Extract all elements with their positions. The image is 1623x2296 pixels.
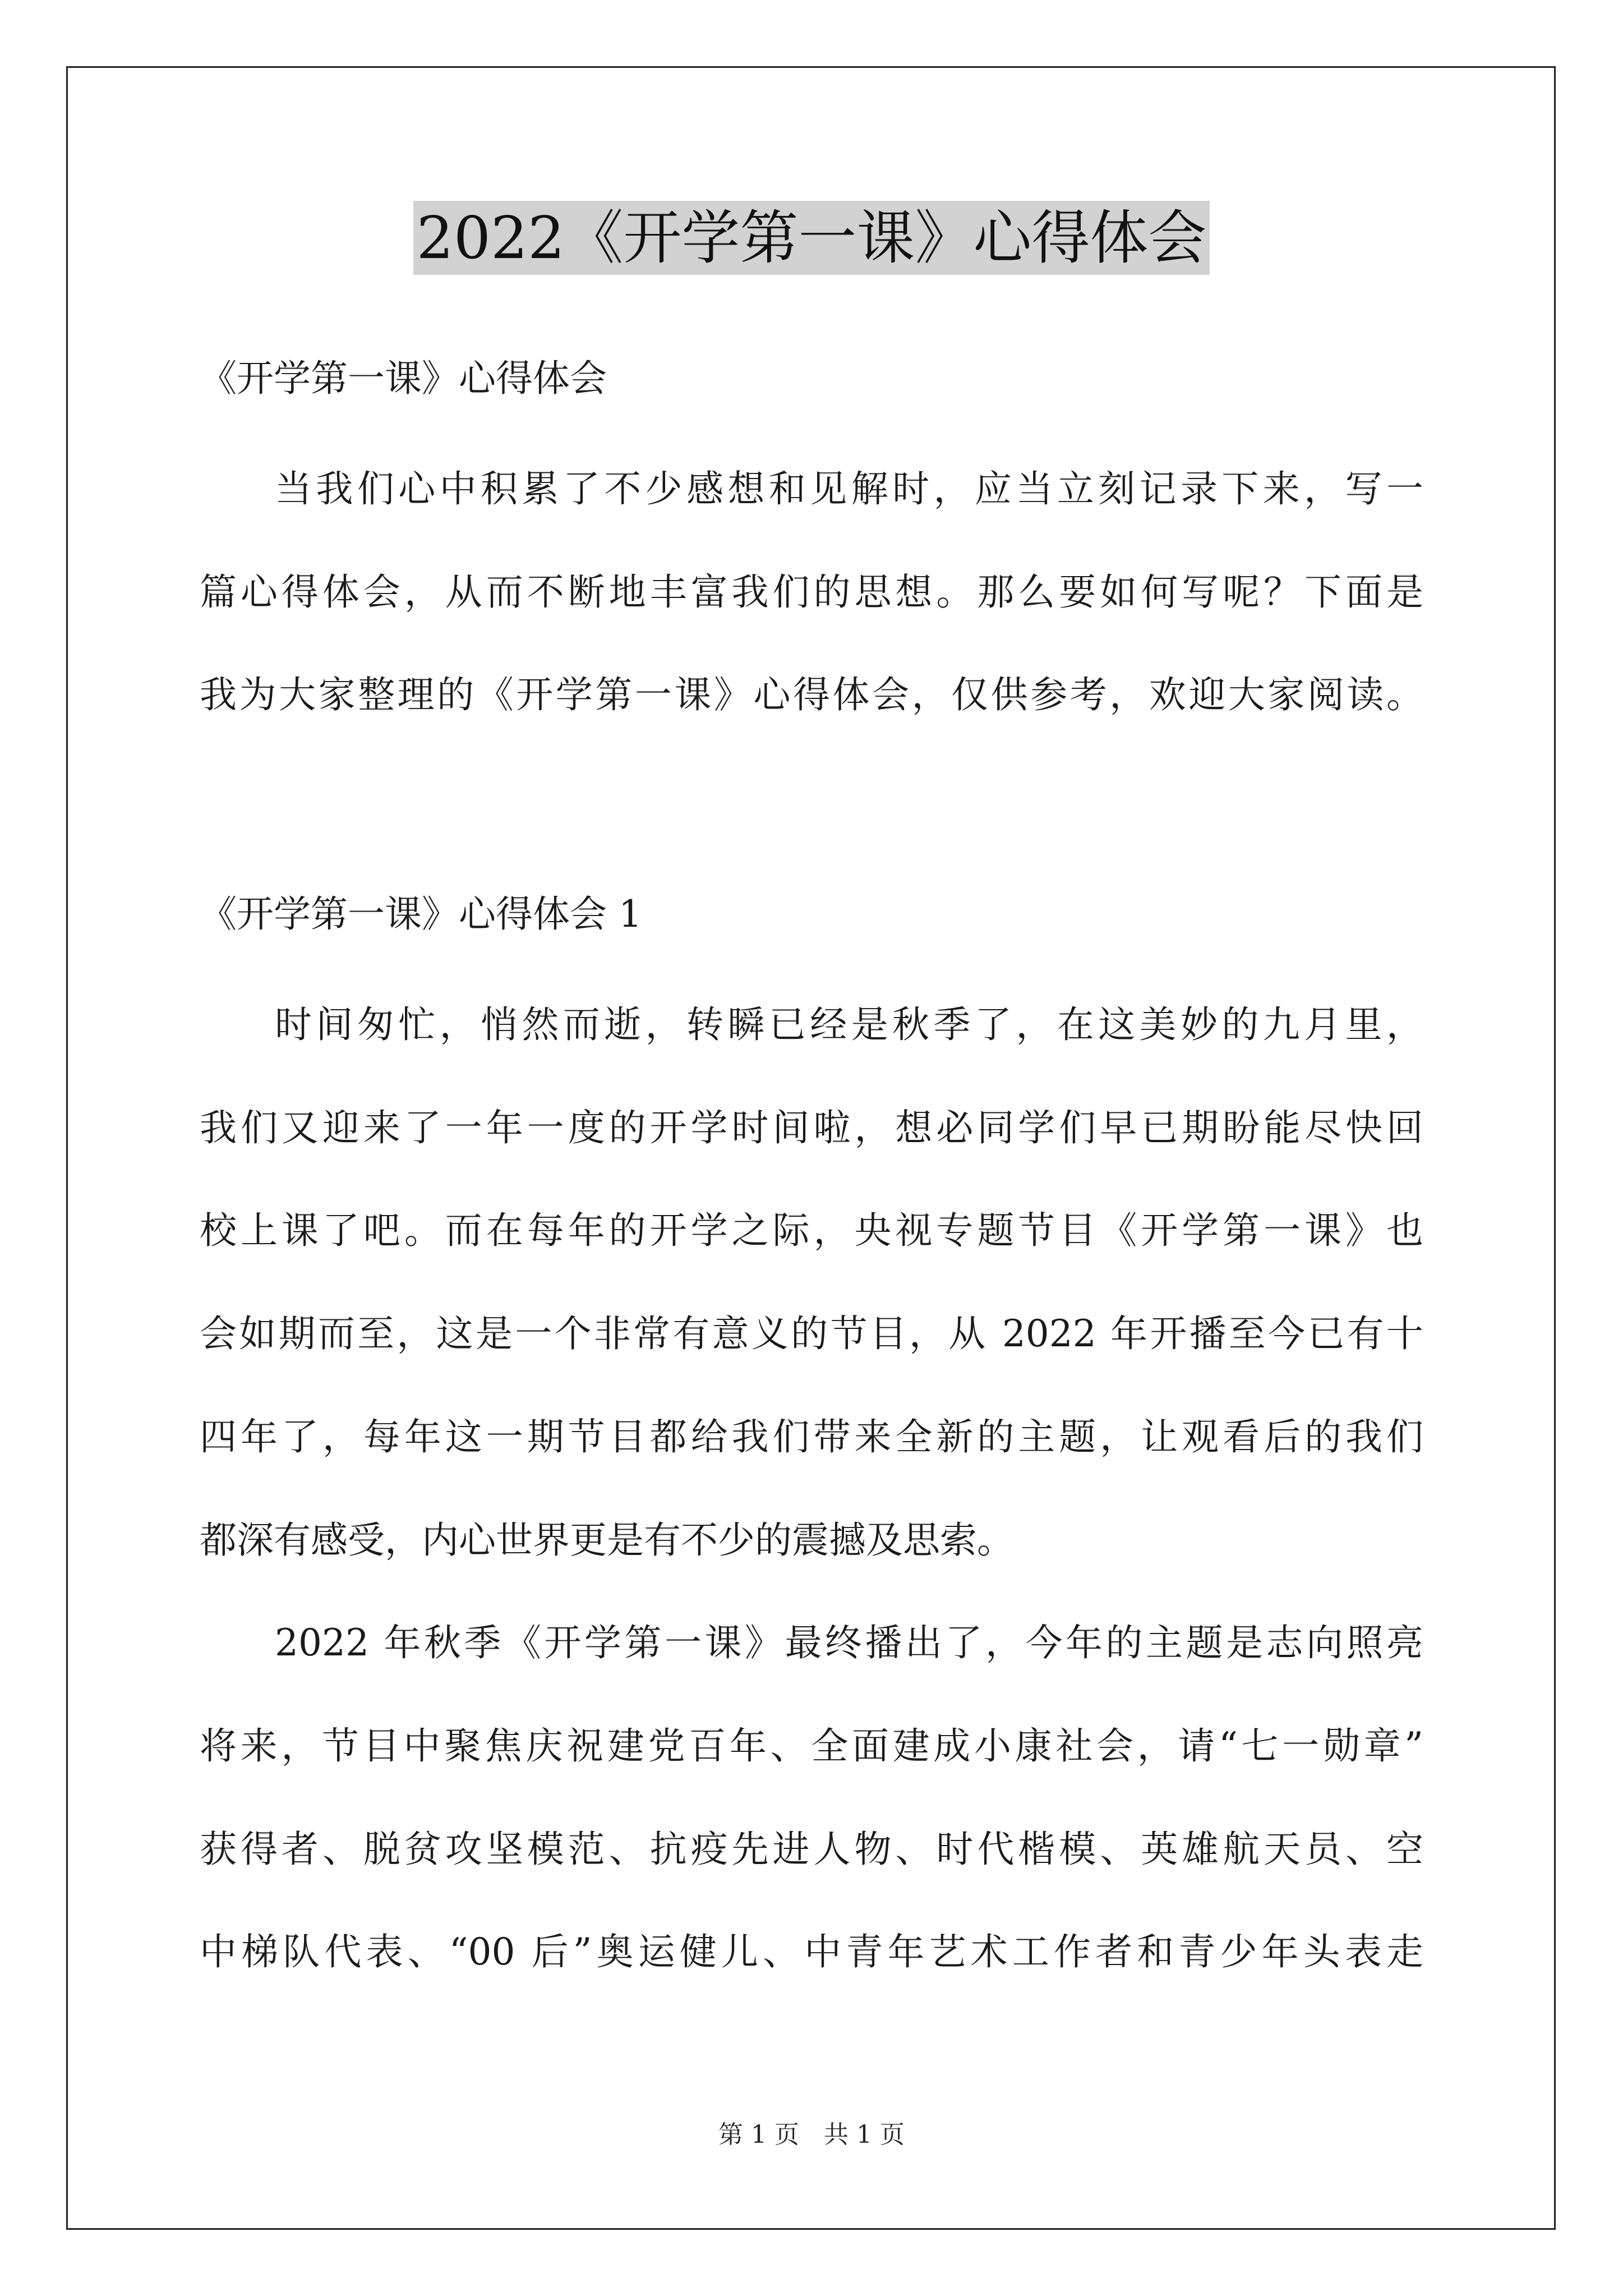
paragraph-line: 会如期而至，这是一个非常有意义的节目，从 2022 年开播至今已有十 bbox=[200, 1312, 1423, 1355]
paragraph-line: 我们又迎来了一年一度的开学时间啦，想必同学们早已期盼能尽快回 bbox=[200, 1106, 1423, 1149]
section-heading: 《开学第一课》心得体会 bbox=[200, 357, 607, 400]
paragraph-line: 时间匆忙，悄然而逝，转瞬已经是秋季了，在这美妙的九月里， bbox=[275, 1003, 1423, 1046]
paragraph-line: 都深有感受，内心世界更是有不少的震撼及思索。 bbox=[200, 1519, 1014, 1562]
section-heading: 《开学第一课》心得体会 1 bbox=[200, 892, 642, 936]
paragraph-line: 中梯队代表、“00 后”奥运健儿、中青年艺术工作者和青少年头表走 bbox=[200, 1930, 1423, 1973]
paragraph-line: 校上课了吧。而在每年的开学之际，央视专题节目《开学第一课》也 bbox=[200, 1209, 1423, 1252]
paragraph-line: 篇心得体会，从而不断地丰富我们的思想。那么要如何写呢？下面是 bbox=[200, 570, 1423, 614]
paragraph-line: 2022 年秋季《开学第一课》最终播出了，今年的主题是志向照亮 bbox=[275, 1621, 1423, 1664]
document-title: 2022《开学第一课》心得体会 bbox=[413, 201, 1210, 275]
paragraph-line: 我为大家整理的《开学第一课》心得体会，仅供参考，欢迎大家阅读。 bbox=[200, 673, 1423, 716]
page-footer: 第 1 页 共 1 页 bbox=[718, 2120, 905, 2149]
paragraph-line: 获得者、脱贫攻坚模范、抗疫先进人物、时代楷模、英雄航天员、空 bbox=[200, 1828, 1423, 1871]
paragraph-line: 当我们心中积累了不少感想和见解时，应当立刻记录下来，写一 bbox=[275, 467, 1423, 510]
paragraph-line: 四年了，每年这一期节目都给我们带来全新的主题，让观看后的我们 bbox=[200, 1415, 1423, 1458]
paragraph-line: 将来，节目中聚焦庆祝建党百年、全面建成小康社会，请“七一勋章” bbox=[200, 1724, 1423, 1768]
title-container bbox=[0, 201, 1623, 275]
